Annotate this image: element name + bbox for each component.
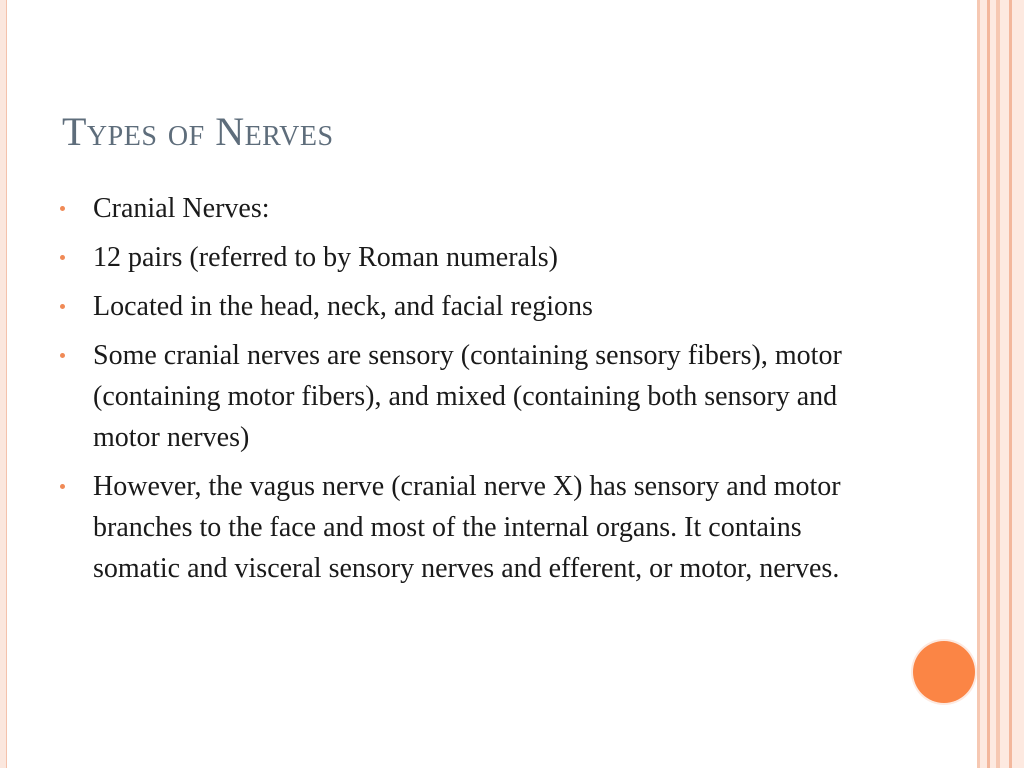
bullet-dot-icon — [60, 255, 65, 260]
left-border-line — [6, 0, 7, 768]
slide-title: Types of Nerves — [62, 109, 334, 154]
bullet-list — [60, 188, 890, 597]
bullet-text: 12 pairs (referred to by Roman numerals) — [93, 242, 558, 273]
right-stripe — [1012, 0, 1024, 768]
bullet-item — [60, 335, 890, 458]
bullet-item — [60, 188, 890, 229]
bullet-text: Some cranial nerves are sensory (containing sensory fibers), motor (containing motor fibers), and mixed (containing both sensory and motor nerves) — [93, 340, 842, 453]
bullet-dot-icon — [60, 353, 65, 358]
bullet-dot-icon — [60, 304, 65, 309]
bullet-item — [60, 237, 890, 278]
bullet-text: Located in the head, neck, and facial regions — [93, 291, 593, 322]
right-stripe — [980, 0, 987, 768]
bullet-item — [60, 286, 890, 327]
bullet-dot-icon — [60, 484, 65, 489]
bullet-item — [60, 466, 890, 589]
bullet-text: However, the vagus nerve (cranial nerve X) has sensory and motor branches to the face and most of the internal organs. It contains somatic and visceral sensory nerves and efferent, or motor, nerves. — [93, 471, 841, 584]
bullet-text: Cranial Nerves: — [93, 193, 270, 224]
bullet-dot-icon — [60, 206, 65, 211]
right-stripe — [1000, 0, 1009, 768]
orange-circle-decoration — [913, 641, 975, 703]
